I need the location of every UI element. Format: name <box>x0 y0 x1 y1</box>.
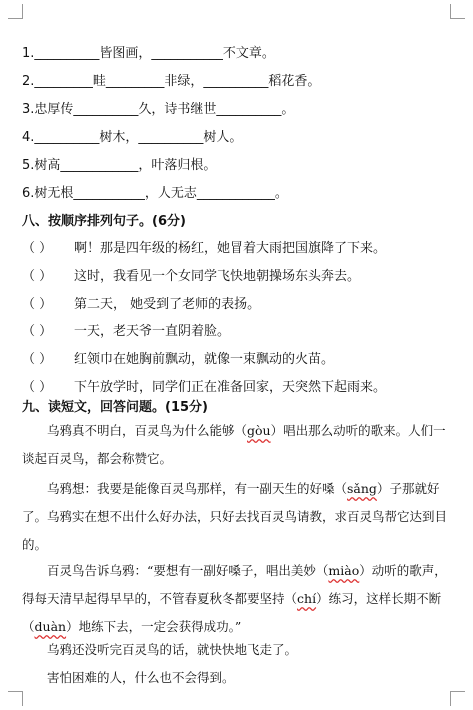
pinyin-annotation: gòu <box>247 423 271 438</box>
order-sentence: 这时，我看见一个女同学飞快地朝操场东头奔去。 <box>74 269 361 284</box>
fill-line-text: 5.树高____________，叶落归根。 <box>22 158 217 173</box>
fill-line-text: 3.忠厚传__________久，诗书继世__________。 <box>22 102 295 117</box>
fill-line-text: 2._________畦_________非绿，__________稻花香。 <box>22 74 321 89</box>
passage-paragraph-4: 乌鸦还没听完百灵鸟的话，就快快地飞走了。 <box>47 642 298 657</box>
section-8-title: 八、按顺序排列句子。(6分) <box>22 214 186 229</box>
order-item <box>22 237 386 256</box>
order-sentence: 一天，老天爷一直阴着脸。 <box>74 324 231 339</box>
answer-paren[interactable]: （ ） <box>22 269 53 284</box>
section-9-title: 九、读短文，回答问题。(15分) <box>22 400 208 415</box>
fill-line-4 <box>22 126 242 145</box>
corner-mark <box>8 691 23 706</box>
corner-mark <box>450 4 465 19</box>
order-item <box>22 293 260 312</box>
fill-line-1 <box>22 42 275 61</box>
order-item <box>22 348 334 367</box>
order-item <box>22 320 230 339</box>
pinyin-annotation: miào <box>328 563 360 578</box>
fill-line-text: 1.__________皆图画，___________不文章。 <box>22 46 275 61</box>
passage-paragraph-2: 乌鸦想：我要是能像百灵鸟那样，有一副天生的好嗓（sǎng）子那就好了。乌鸦实在想不出什么好办法，只好去找百灵鸟请教，求百灵鸟帮它达到目的。 <box>22 481 448 552</box>
fill-line-6 <box>22 182 288 201</box>
order-sentence: 第二天， 她受到了老师的表扬。 <box>74 297 261 312</box>
answer-paren[interactable]: （ ） <box>22 380 53 395</box>
order-sentence: 啊！那是四年级的杨红，她冒着大雨把国旗降了下来。 <box>74 241 387 256</box>
order-sentence: 下午放学时，同学们正在准备回家，天突然下起雨来。 <box>74 380 387 395</box>
fill-line-text: 4.__________树木，__________树人。 <box>22 130 243 145</box>
fill-line-text: 6.树无根___________，人无志____________。 <box>22 186 288 201</box>
order-item <box>22 265 360 284</box>
corner-mark <box>450 691 465 706</box>
passage-paragraph-3: 百灵鸟告诉乌鸦：“要想有一副好嗓子，唱出美妙（miào）动听的歌声，得每天清早起得早早的，不管春夏秋冬都要坚持（chí）练习，这样长期不断（duàn）地练下去，一定会获得成功。” <box>22 563 447 634</box>
pinyin-annotation: duàn <box>34 619 67 634</box>
pinyin-annotation: sǎng <box>347 481 377 496</box>
pinyin-annotation: chí <box>297 591 317 606</box>
fill-line-2 <box>22 70 320 89</box>
order-sentence: 红领巾在她胸前飘动，就像一束飘动的火苗。 <box>74 352 335 367</box>
passage-paragraph-5: 害怕困难的人，什么也不会得到。 <box>47 670 235 685</box>
fill-line-3 <box>22 98 294 117</box>
order-item <box>22 376 386 395</box>
passage-paragraph-1: 乌鸦真不明白，百灵鸟为什么能够（gòu）唱出那么动听的歌来。人们一谈起百灵鸟，都会称赞它。 <box>22 423 446 466</box>
fill-line-5 <box>22 154 216 173</box>
answer-paren[interactable]: （ ） <box>22 241 53 256</box>
corner-mark <box>8 4 23 19</box>
answer-paren[interactable]: （ ） <box>22 352 53 367</box>
answer-paren[interactable]: （ ） <box>22 297 53 312</box>
answer-paren[interactable]: （ ） <box>22 324 53 339</box>
